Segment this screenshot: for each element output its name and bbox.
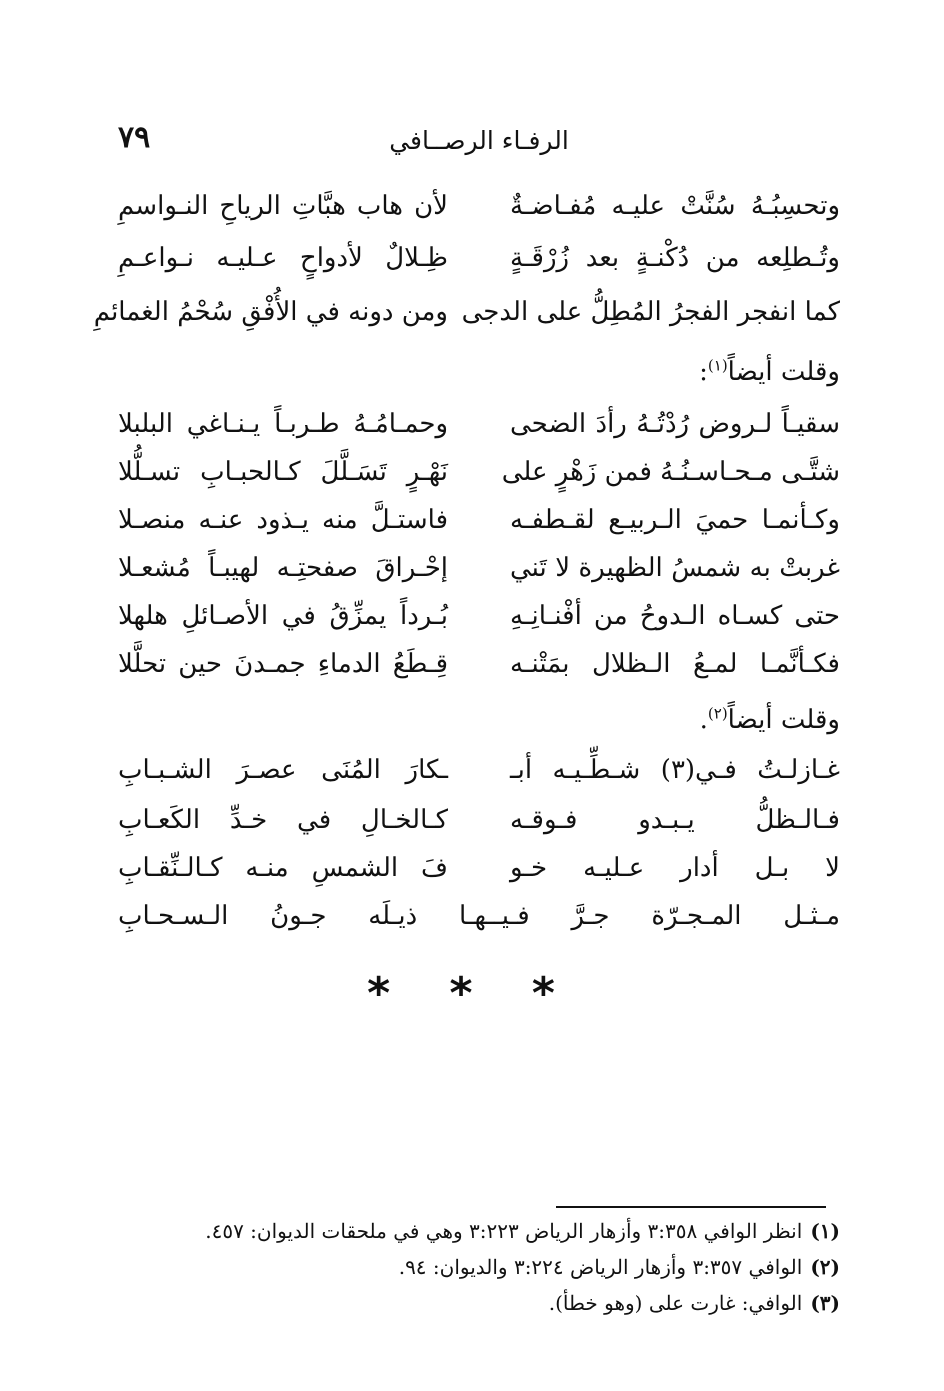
footnote-text: الوافي ٣:٣٥٧ وأزهار الرياض ٣:٢٢٤ والديوان: ٩٤.: [398, 1255, 803, 1279]
first-hemistich: وتُـطلِعه من دُكْنـةٍ بعد زُرْقَـةٍ: [510, 243, 840, 273]
first-hemistich: لا بـل أدار عـليـه خـو: [510, 853, 840, 883]
footnote-number: (٣): [810, 1291, 840, 1315]
second-hemistich: إحْـراقَ صفحتِـه لهيبـاً مُشعـلا: [118, 553, 448, 583]
footnote: [120, 1252, 840, 1282]
page-number: ٧٩: [118, 120, 151, 155]
footnote-marker: (٢): [707, 704, 728, 723]
second-hemistich: قِـطَعُ الدماءِ جمـدنَ حين تحلَّلا: [118, 649, 448, 679]
poem-intro: [699, 350, 840, 394]
verse-line: [118, 236, 840, 292]
second-hemistich: ظِـلالٌ لأدواحٍ عـليـه نـواعـمِ: [118, 243, 448, 273]
first-hemistich: وكـأنمـا حميَ الـربيـع لقـطفـه: [510, 505, 840, 535]
footnote-number: (١): [810, 1219, 840, 1243]
section-separator: * * *: [367, 968, 577, 1019]
first-hemistich: كما انفجر الفجرُ المُطِلُّ على الدجى: [461, 297, 840, 327]
second-hemistich: نَهْـرٍ تَسَـلَّلَ كـالحبـابِ تسـلُّلا: [118, 457, 448, 487]
second-hemistich: ومن دونه في الأُفْقِ سُحْمُ الغمائمِ: [93, 297, 448, 327]
verse-line-full: مـثـل المـجـرّة جـرَّ فـيــهـا ذيـلَه جـونُ الـسـحـابِ: [118, 901, 840, 931]
verse-line: [118, 642, 840, 698]
page-header: [118, 120, 840, 164]
verse-line: [118, 748, 840, 804]
verse-line: [93, 290, 840, 346]
first-hemistich: غربتْ به شمسُ الظهيرة لا تَني: [510, 553, 840, 583]
first-hemistich: شتَّـى مـحـاسـنُـهُ فمن زَهْرٍ على: [501, 457, 840, 487]
intro-text: وقلت أيضاً: [727, 705, 840, 735]
intro-text: وقلت أيضاً: [727, 357, 840, 387]
second-hemistich: فاستـلَّ منه يـذود عنـه منصـلا: [118, 505, 448, 535]
second-hemistich: وحمـامُـهُ طـربـاً يـنـاغي البلبلا: [118, 409, 448, 439]
first-hemistich: وتحسِبُـهُ سُنَّتْ عليـه مُفـاضـةٌ: [510, 191, 840, 221]
second-hemistich: بُـرداً يمزِّقُ في الأصـائلِ هلهلا: [118, 601, 448, 631]
footnote: [120, 1216, 840, 1246]
first-hemistich: غـازلـتُ فـي(٣) شـطِّـيـه أبـ: [510, 755, 841, 785]
intro-punctuation: .: [699, 705, 708, 735]
footnote-number: (٢): [810, 1255, 840, 1279]
second-hemistich: ـكارَ المُنَى عصـرَ الشـبـابِ: [118, 755, 448, 785]
footnote-text: الوافي: غارت على (وهو خطأ).: [548, 1291, 803, 1315]
first-hemistich: فـالـظلُّ يـبـدو فـوقـه: [510, 805, 840, 835]
footnote-divider: [556, 1206, 826, 1208]
footnote-marker: (١): [707, 356, 728, 375]
running-title: الرفـاء الرصــافي: [389, 126, 569, 155]
first-hemistich: فكـأنَّمـا لمـعُ الـظلال بمَتْنـه: [510, 649, 840, 679]
verse-line: [118, 184, 840, 240]
footnote: [120, 1288, 840, 1318]
first-hemistich: حتى كسـاه الـدوحُ من أفْنـانِـهِ: [510, 601, 840, 631]
second-hemistich: كـالخـالِ في خـدِّ الكَعـابِ: [118, 805, 448, 835]
footnote-text: انظر الوافي ٣:٣٥٨ وأزهار الرياض ٣:٢٢٣ وهي في ملحقات الديوان: ٤٥٧.: [205, 1219, 803, 1243]
intro-punctuation: :: [699, 357, 708, 387]
first-hemistich: سقيـاً لـروض رُدْتُـهُ رأدَ الضحى: [510, 409, 840, 439]
second-hemistich: فَ الشمسِ منـه كـالـنِّقـابِ: [118, 853, 448, 883]
poem-intro: [700, 698, 840, 742]
second-hemistich: لأن هاب هبَّاتِ الرياحِ النـواسمِ: [118, 191, 448, 221]
